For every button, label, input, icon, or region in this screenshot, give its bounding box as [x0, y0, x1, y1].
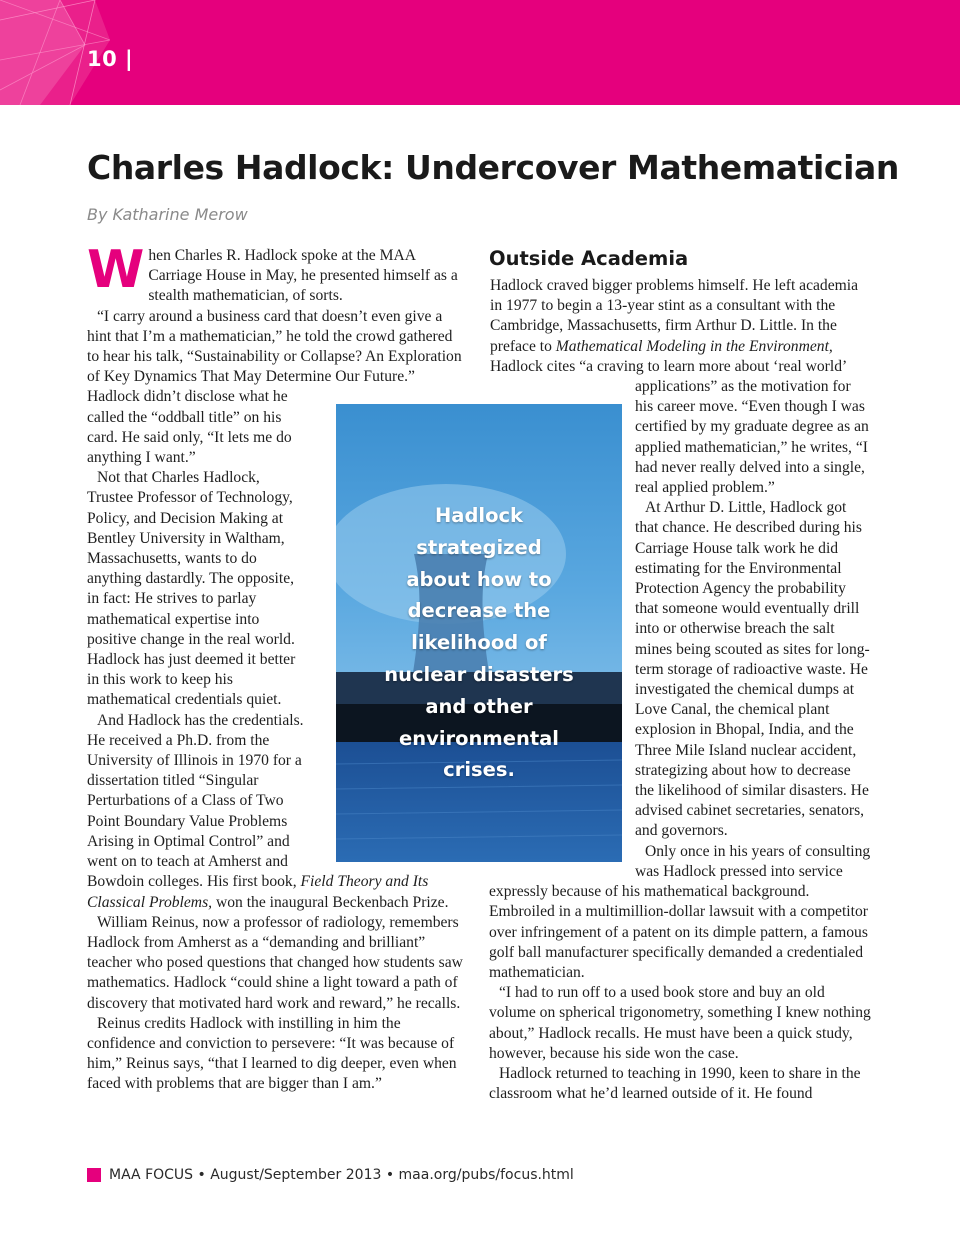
text-run: Hadlock cites “a craving to learn more about ‘real world’ applications” as the motivation for his career move. “Even though I was certified by my graduate degree as an applied mathematician,” he writes, “I had never really delved into a single, real applied problem.”: [490, 357, 869, 497]
paragraph: William Reinus, now a professor of radiology, remembers Hadlock from Amherst as a “demanding and brilliant” teacher who posed questions that changed how students saw mathematics. Hadlock “could shine a light toward a path of discovery that motivated hard work and reward,” he recalls.: [87, 913, 463, 1012]
photo-wrap-spacer: [465, 307, 466, 400]
pull-quote-line: strategized: [416, 535, 542, 559]
section-heading: Outside Academia: [489, 247, 689, 270]
drop-cap: W: [87, 240, 145, 300]
footer: [87, 1167, 574, 1183]
pull-quote-line: about how to: [406, 567, 552, 591]
paragraph: Only once in his years of consulting was Hadlock pressed into service expressly because of his mathematical background. Embroiled in a multimillion-dollar lawsuit with a competitor over infringement of a patent on its dimple pattern, a famous golf ball manufacturer specifically demanded a credentialed mathematician.: [489, 842, 871, 981]
pull-quote-line: environmental: [399, 726, 559, 750]
pull-quote-line: decrease the: [407, 599, 551, 623]
article-title: Charles Hadlock: Undercover Mathematician: [87, 148, 899, 187]
paragraph: At Arthur D. Little, Hadlock got that chance. He described during his Carriage House talk work he did estimating for the Environmental Protection Agency the probability that someone would eventually drill into or otherwise breach the salt mines being scouted as sites for long-term storage of radioactive waste. He investigated the chemical dumps at Love Canal, the chemical plant explosion in Bhopal, India, and the Three Mile Island nuclear accident, strategizing about how to decrease the likelihood of similar disasters. He advised cabinet secretaries, senators, and governors.: [635, 499, 870, 840]
pull-quote-line: Hadlock: [434, 504, 524, 527]
footer-text: MAA FOCUS • August/September 2013 • maa.org/pubs/focus.html: [109, 1167, 574, 1183]
pull-quote-line: likelihood of: [411, 631, 547, 655]
header-bar: [0, 0, 960, 105]
text-run: And Hadlock has the credentials. He received a Ph.D. from the University of Illinois in 1970 for a dissertation titled “Singular Perturbations of a Class of Two Point Boundary Value Problems Arising in Optimal Control” and went on to teach at Amherst and Bowdoin colleges. His first book,: [87, 711, 304, 891]
paragraph: Not that Charles Hadlock, Trustee Professor of Technology, Policy, and Decision Making at Bentley University in Waltham, Massachusetts, wants to do anything dastardly. The opposite, in fact: He strives to parlay mathematical expertise into positive change in the real world. Hadlock has just deemed it better in this work to keep his mathematical credentials quiet.: [87, 469, 296, 709]
pull-quote-line: nuclear disasters: [384, 662, 574, 686]
book-title: Mathematical Modeling in the Environment,: [555, 337, 833, 355]
pull-quote-line: crises.: [443, 758, 515, 782]
right-column: [489, 246, 871, 1104]
photo-wrap-spacer: [489, 394, 635, 868]
text-run: hen Charles R. Hadlock spoke at the MAA Carriage House in May, he presented himself as a stealth mathematician, of sorts.: [148, 247, 458, 305]
text-run: Hadlock craved bigger problems himself. He left academia in 1977 to begin a 13-year stint as a consultant with the Cambridge, Massachusetts, firm Arthur D. Little. In the preface to: [490, 277, 859, 355]
byline: By Katharine Merow: [87, 205, 248, 224]
paragraph: “I carry around a business card that doesn’t even give a hint that I’m a mathematician,” he told the crowd gathered to hear his talk, “Sustainability or Collapse? An Exploration of Key Dynamics That May Determine Our Future.” Hadlock didn’t disclose what he called the “oddball title” on his card. He said only, “It lets me do anything I want.”: [87, 307, 462, 467]
paragraph: Hadlock returned to teaching in 1990, keen to share in the classroom what he’d learned outside of it. He found: [489, 1064, 861, 1103]
page-number: 10 |: [87, 47, 134, 71]
footer-square-icon: [87, 1168, 101, 1182]
paragraph: “I had to run off to a used book store and buy an old volume on spherical trigonometry, something I knew nothing about,” Hadlock recalls. He must have been a quick study, however, because his side won the case.: [489, 984, 871, 1062]
paragraph: Reinus credits Hadlock with instilling in him the confidence and conviction to persevere: “It was because of him,” Reinus says, “that I learned to dig deeper, even when faced with problems that are bigger than I am.”: [87, 1014, 457, 1093]
paragraph: [87, 240, 466, 307]
text-run: won the inaugural Beckenbach Prize.: [212, 893, 449, 911]
pull-quote-line: and other: [425, 694, 533, 718]
book-title: Field Theory and Its Classical Problems,: [87, 873, 429, 911]
